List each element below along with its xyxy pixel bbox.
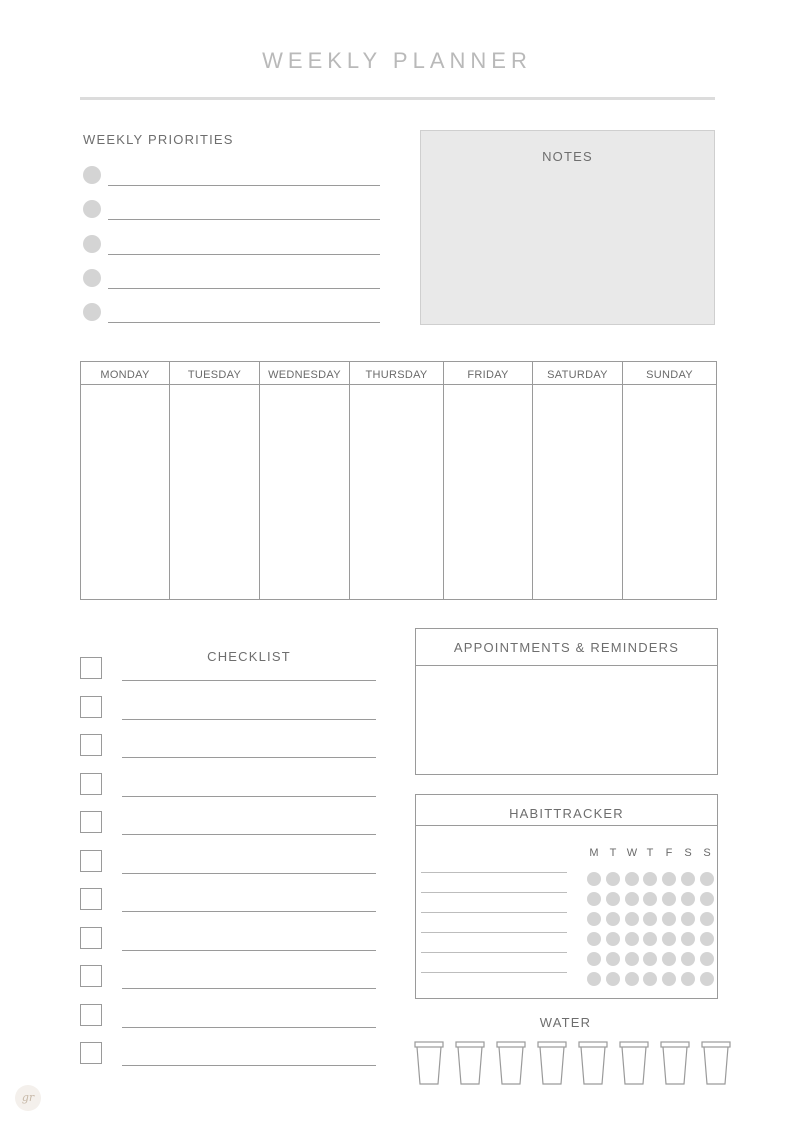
checklist-line[interactable] [122, 719, 376, 720]
day-column[interactable] [623, 362, 716, 599]
habit-dot[interactable] [700, 952, 714, 966]
checklist-line[interactable] [122, 796, 376, 797]
habit-dot[interactable] [700, 872, 714, 886]
habit-day-letter: T [609, 847, 617, 859]
habit-dot[interactable] [700, 972, 714, 986]
habit-line[interactable] [421, 932, 567, 933]
water-cup-icon[interactable] [619, 1041, 649, 1085]
checklist-line[interactable] [122, 757, 376, 758]
habit-line[interactable] [421, 892, 567, 893]
habit-dot[interactable] [587, 972, 601, 986]
water-cup-icon[interactable] [455, 1041, 485, 1085]
checklist-line[interactable] [122, 873, 376, 874]
day-header-rule [350, 384, 443, 385]
checklist-line[interactable] [122, 950, 376, 951]
day-header-rule [260, 384, 349, 385]
day-header: SUNDAY [646, 369, 693, 381]
checklist-checkbox[interactable] [80, 657, 102, 679]
habit-dot[interactable] [606, 932, 620, 946]
habit-dot[interactable] [662, 912, 676, 926]
checklist-checkbox[interactable] [80, 850, 102, 872]
checklist-title: CHECKLIST [207, 649, 291, 664]
habit-dot[interactable] [643, 912, 657, 926]
priority-line[interactable] [108, 288, 380, 289]
priority-bullet[interactable] [83, 269, 101, 287]
habit-dot[interactable] [625, 972, 639, 986]
habit-dot[interactable] [681, 872, 695, 886]
priority-line[interactable] [108, 219, 380, 220]
habit-line[interactable] [421, 912, 567, 913]
habit-dot[interactable] [587, 952, 601, 966]
priority-bullet[interactable] [83, 200, 101, 218]
habit-dot[interactable] [643, 932, 657, 946]
habit-day-letter: S [703, 847, 711, 859]
checklist-line[interactable] [122, 834, 376, 835]
habit-dot[interactable] [700, 892, 714, 906]
notes-title: NOTES [542, 149, 593, 164]
page-title: WEEKLY PLANNER [262, 48, 532, 73]
priority-line[interactable] [108, 322, 380, 323]
checklist-checkbox[interactable] [80, 1042, 102, 1064]
checklist-line[interactable] [122, 680, 376, 681]
day-header: WEDNESDAY [268, 369, 341, 381]
habit-dot[interactable] [606, 912, 620, 926]
water-cup-icon[interactable] [701, 1041, 731, 1085]
day-column[interactable] [533, 362, 623, 599]
habit-tracker-box [415, 794, 718, 999]
day-header-rule [170, 384, 259, 385]
day-header: TUESDAY [187, 369, 242, 381]
checklist-checkbox[interactable] [80, 1004, 102, 1026]
habit-dot[interactable] [625, 932, 639, 946]
habit-dot[interactable] [625, 892, 639, 906]
weekly-priorities-title: WEEKLY PRIORITIES [83, 132, 234, 147]
day-column[interactable] [444, 362, 533, 599]
habit-dot[interactable] [606, 952, 620, 966]
checklist-line[interactable] [122, 911, 376, 912]
checklist-line[interactable] [122, 988, 376, 989]
appointments-title: APPOINTMENTS & REMINDERS [453, 640, 680, 655]
water-cup-icon[interactable] [496, 1041, 526, 1085]
habit-dot[interactable] [681, 952, 695, 966]
habit-dot[interactable] [681, 932, 695, 946]
habit-dot[interactable] [681, 912, 695, 926]
habit-dot[interactable] [662, 972, 676, 986]
habit-dot[interactable] [700, 912, 714, 926]
day-column[interactable] [81, 362, 170, 599]
day-header: SATURDAY [547, 369, 608, 381]
water-cup-icon[interactable] [414, 1041, 444, 1085]
habit-day-letter: M [589, 847, 599, 859]
habit-dot[interactable] [643, 952, 657, 966]
habit-dot[interactable] [662, 932, 676, 946]
day-header-rule [444, 384, 532, 385]
priority-line[interactable] [108, 185, 380, 186]
habit-day-letter: F [665, 847, 673, 859]
priority-bullet[interactable] [83, 303, 101, 321]
day-header-rule [81, 384, 169, 385]
day-column[interactable] [170, 362, 260, 599]
habit-dot[interactable] [681, 972, 695, 986]
day-header: MONDAY [100, 369, 150, 381]
habit-tracker-title: HABITTRACKER [509, 806, 624, 821]
habit-day-letter: W [626, 847, 638, 859]
habit-dot[interactable] [662, 892, 676, 906]
day-column[interactable] [350, 362, 444, 599]
notes-box[interactable] [420, 130, 715, 325]
habit-dot[interactable] [643, 892, 657, 906]
appointments-divider [416, 665, 717, 666]
habit-dot[interactable] [625, 952, 639, 966]
habit-tracker-divider [416, 825, 717, 826]
priority-bullet[interactable] [83, 166, 101, 184]
habit-line[interactable] [421, 872, 567, 873]
habit-dot[interactable] [681, 892, 695, 906]
checklist-checkbox[interactable] [80, 965, 102, 987]
water-title: WATER [539, 1015, 592, 1030]
habit-line[interactable] [421, 952, 567, 953]
habit-dot[interactable] [587, 912, 601, 926]
day-header-rule [623, 384, 716, 385]
checklist-checkbox[interactable] [80, 888, 102, 910]
habit-dot[interactable] [587, 892, 601, 906]
water-cup-icon[interactable] [578, 1041, 608, 1085]
checklist-checkbox[interactable] [80, 811, 102, 833]
day-header-rule [533, 384, 622, 385]
habit-dot[interactable] [625, 872, 639, 886]
habit-dot[interactable] [643, 972, 657, 986]
habit-dot[interactable] [587, 932, 601, 946]
brand-logo: gr [15, 1085, 41, 1111]
checklist-checkbox[interactable] [80, 696, 102, 718]
habit-dot[interactable] [700, 932, 714, 946]
priority-line[interactable] [108, 254, 380, 255]
habit-dot[interactable] [643, 872, 657, 886]
day-header: FRIDAY [467, 369, 509, 381]
checklist-checkbox[interactable] [80, 927, 102, 949]
checklist-checkbox[interactable] [80, 773, 102, 795]
week-grid [80, 361, 717, 600]
habit-dot[interactable] [662, 872, 676, 886]
day-column[interactable] [260, 362, 350, 599]
habit-day-letter: T [646, 847, 654, 859]
title-divider [80, 97, 715, 100]
habit-dot[interactable] [587, 872, 601, 886]
water-cup-icon[interactable] [660, 1041, 690, 1085]
day-header: THURSDAY [365, 369, 428, 381]
appointments-box[interactable] [415, 628, 718, 775]
habit-dot[interactable] [606, 872, 620, 886]
checklist-checkbox[interactable] [80, 734, 102, 756]
habit-dot[interactable] [606, 972, 620, 986]
water-cup-icon[interactable] [537, 1041, 567, 1085]
habit-dot[interactable] [606, 892, 620, 906]
habit-dot[interactable] [662, 952, 676, 966]
checklist-line[interactable] [122, 1027, 376, 1028]
habit-day-letter: S [684, 847, 692, 859]
priority-bullet[interactable] [83, 235, 101, 253]
checklist-line[interactable] [122, 1065, 376, 1066]
habit-dot[interactable] [625, 912, 639, 926]
habit-line[interactable] [421, 972, 567, 973]
